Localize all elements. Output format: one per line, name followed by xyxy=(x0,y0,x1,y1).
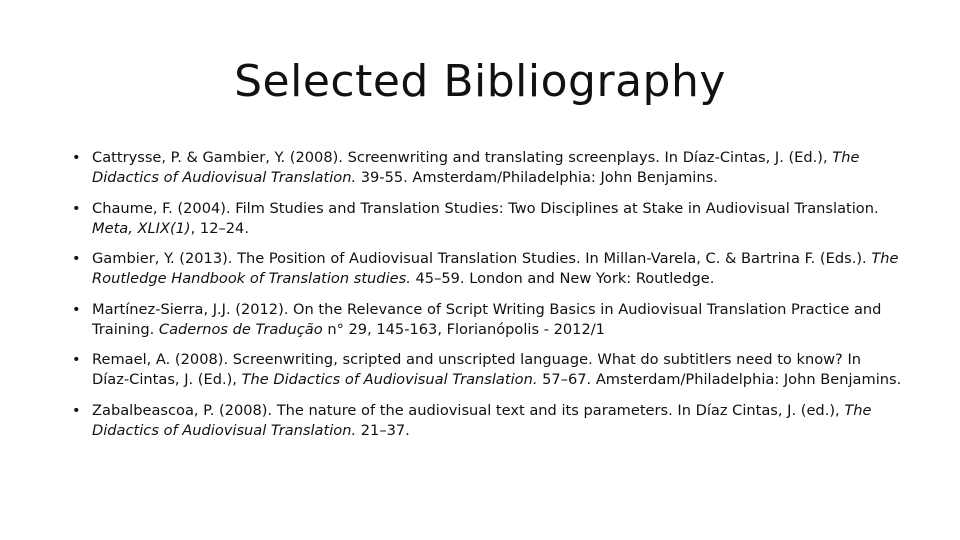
ref-text: Remael, A. (2008). Screenwriting, scripted and unscripted language. What do subtitlers need to know? In Díaz-Cintas, J. (Ed.), xyxy=(92,351,861,388)
ref-publication: The Routledge Handbook of Translation studies. xyxy=(92,250,899,287)
ref-details: n° 29, 145-163, Florianópolis - 2012/1 xyxy=(322,320,605,338)
ref-text: Zabalbeascoa, P. (2008). The nature of the audiovisual text and its parameters. In Díaz Cintas, J. (ed.), xyxy=(92,401,845,419)
ref-details: 21–37. xyxy=(356,421,410,439)
ref-publication: Meta, XLIX(1) xyxy=(92,219,191,237)
bibliography-item xyxy=(72,148,902,188)
ref-details: 57–67. Amsterdam/Philadelphia: John Benjamins. xyxy=(537,371,902,388)
ref-details: 39-55. Amsterdam/Philadelphia: John Benjamins. xyxy=(356,169,718,186)
bullet-icon: • xyxy=(72,351,81,368)
ref-publication: The Didactics of Audiovisual Translation. xyxy=(92,149,860,186)
bullet-icon: • xyxy=(72,149,81,166)
ref-publication: The Didactics of Audiovisual Translation. xyxy=(241,371,538,388)
bullet-icon: • xyxy=(72,401,81,419)
ref-details: , 12–24. xyxy=(190,219,249,237)
bullet-icon: • xyxy=(72,199,81,217)
bibliography-item xyxy=(72,300,902,340)
ref-text: Cattrysse, P. & Gambier, Y. (2008). Screenwriting and translating screenplays. In Díaz-Cintas, J. (Ed.), xyxy=(92,149,833,166)
ref-text: Gambier, Y. (2013). The Position of Audiovisual Translation Studies. In Millan-Varela, C. & Bartrina F. (Eds.). xyxy=(92,250,872,267)
ref-text: Chaume, F. (2004). Film Studies and Translation Studies: Two Disciplines at Stake in Audiovisual Translation. xyxy=(92,199,879,217)
bibliography-list xyxy=(72,148,902,451)
bibliography-item xyxy=(72,350,902,390)
bibliography-item xyxy=(72,249,902,289)
bullet-icon: • xyxy=(72,300,81,318)
bullet-icon: • xyxy=(72,250,81,267)
slide-title: Selected Bibliography xyxy=(234,56,726,107)
bibliography-item xyxy=(72,401,902,441)
ref-text: Martínez-Sierra, J.J. (2012). On the Relevance of Script Writing Basics in Audiovisual Translation Practice and Training. xyxy=(92,300,882,338)
ref-publication: Cadernos de Tradução xyxy=(158,320,323,338)
ref-details: 45–59. London and New York: Routledge. xyxy=(410,270,715,287)
bibliography-item xyxy=(72,199,902,239)
ref-publication: The Didactics of Audiovisual Translation. xyxy=(92,401,872,439)
